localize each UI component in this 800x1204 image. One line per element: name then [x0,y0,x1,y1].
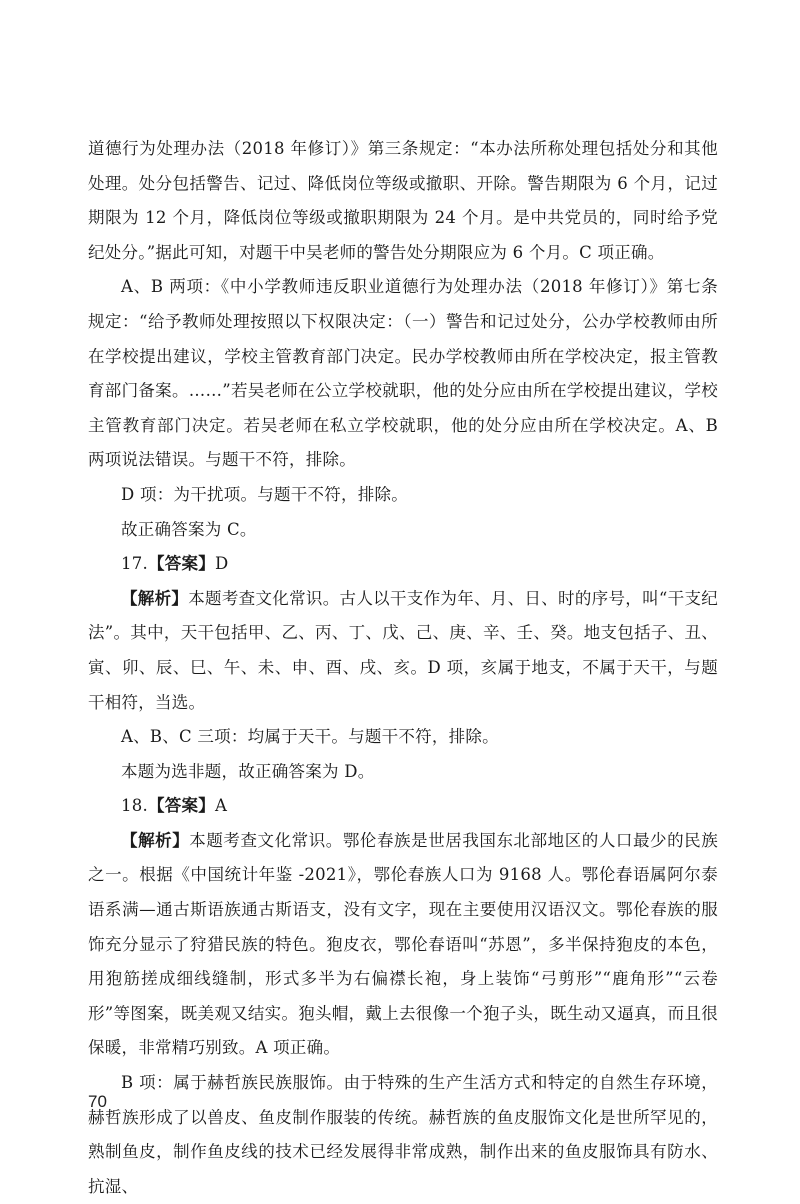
analysis-text: 本题考查文化常识。古人以干支作为年、月、日、时的序号，叫“干支纪法”。其中，天干包括甲、乙、丙、丁、戊、己、庚、辛、壬、癸。地支包括子、丑、寅、卯、辰、巳、午、未、申、酉、戌、亥。D 项，亥属于地支，不属于天干，与题干相符，当选。 [88,588,719,712]
paragraph-abc-option: A、B、C 三项：均属于天干。与题干不符，排除。 [121,727,499,747]
analysis-label: 【解析】 [121,588,189,608]
page-body [88,132,718,1204]
page-number: 70 [88,1092,107,1111]
question-number: 17. [121,554,148,574]
paragraph-continuation: 道德行为处理办法（2018 年修订）》第三条规定：“本办法所称处理包括处分和其他处理。处分包括警告、记过、降低岗位等级或撤职、开除。警告期限为 6 个月，记过期限为 12 个月，降低岗位等级或撤职期限为 24 个月。是中共党员的，同时给予党纪处分。”据此可知，对题干中吴老师的警告处分期限应为 6 个月。C 项正确。 [88,139,718,262]
analysis-label: 【解析】 [121,830,190,850]
answer-value: A [215,796,228,816]
paragraph-ab-analysis: A、B 两项：《中小学教师违反职业道德行为处理办法（2018 年修订）》第七条规定：“给予教师处理按照以下权限决定：（一）警告和记过处分，公办学校教师由所在学校提出建议，学校主管教育部门决定。民办学校教师由所在学校决定，报主管教育部门备案。……”若吴老师在公立学校就职，他的处分应由所在学校提出建议，学校主管教育部门决定。若吴老师在私立学校就职，他的处分应由所在学校决定。A、B 两项说法错误。与题干不符，排除。 [88,277,718,470]
paragraph-d-option: D 项：为干扰项。与题干不符，排除。 [121,484,408,504]
question-18-answer [88,789,718,824]
answer-label: 【答案】 [148,554,215,574]
question-17-analysis [88,582,718,720]
paragraph-b-option: B 项：属于赫哲族民族服饰。由于特殊的生产生活方式和特定的自然生存环境，赫哲族形成了以兽皮、鱼皮制作服装的传统。赫哲族的鱼皮服饰文化是世所罕见的，熟制鱼皮，制作鱼皮线的技术已经发展得非常成熟，制作出来的鱼皮服饰具有防水、抗湿、 [88,1073,718,1196]
question-number: 18. [121,796,148,816]
paragraph-answer-c: 故正确答案为 C。 [121,519,257,539]
question-18-analysis [88,824,718,1066]
analysis-text: 本题考查文化常识。鄂伦春族是世居我国东北部地区的人口最少的民族之一。根据《中国统计年鉴 -2021》，鄂伦春族人口为 9168 人。鄂伦春语属阿尔泰语系满—通古斯语族通古斯语支，没有文字，现在主要使用汉语汉文。鄂伦春族的服饰充分显示了狩猎民族的特色。狍皮衣，鄂伦春语叫“苏恩”，多半保持狍皮的本色，用狍筋搓成细线缝制，形式多半为右偏襟长袍，身上装饰“弓剪形”“鹿角形”“云卷形”等图案，既美观又结实。狍头帽，戴上去很像一个狍子头，既生动又逼真，而且很保暖，非常精巧别致。A 项正确。 [88,830,719,1058]
question-17-answer [88,547,718,582]
answer-label: 【答案】 [148,796,215,816]
paragraph-answer-d: 本题为选非题，故正确答案为 D。 [121,761,375,781]
answer-value: D [215,554,229,574]
